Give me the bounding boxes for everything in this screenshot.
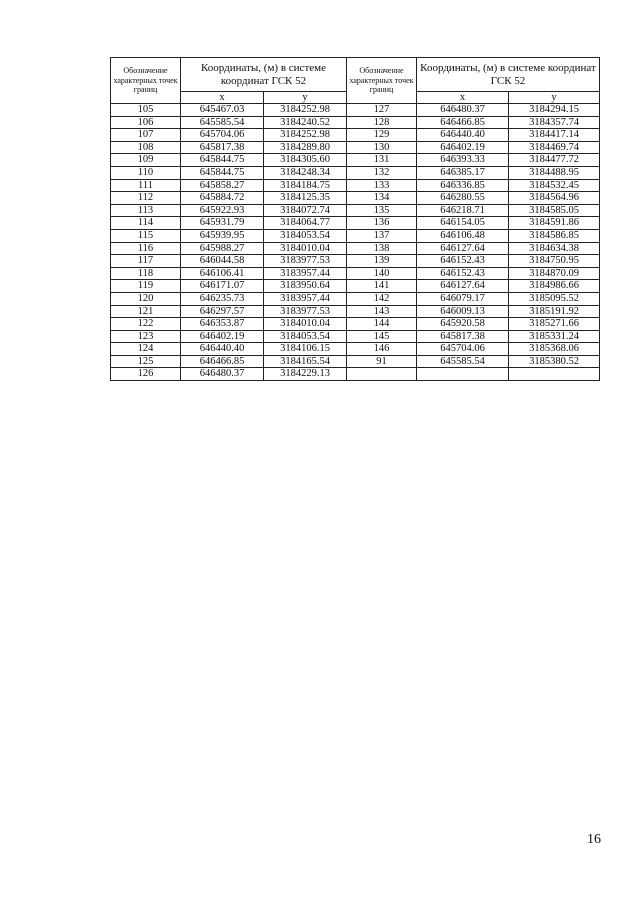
point-id: 108 xyxy=(111,141,181,154)
point-id: 107 xyxy=(111,129,181,142)
point-id: 139 xyxy=(347,255,417,268)
x-value: 646079.17 xyxy=(417,292,509,305)
x-value: 646440.40 xyxy=(417,129,509,142)
table-row xyxy=(111,204,600,217)
x-header-right: x xyxy=(417,92,509,104)
y-value: 3185368.06 xyxy=(509,343,600,356)
y-value: 3184564.96 xyxy=(509,192,600,205)
point-id: 113 xyxy=(111,204,181,217)
x-value: 646009.13 xyxy=(417,305,509,318)
y-value: 3184165.54 xyxy=(264,355,347,368)
x-value: 646402.19 xyxy=(181,330,264,343)
y-value: 3184053.54 xyxy=(264,330,347,343)
x-value: 646440.40 xyxy=(181,343,264,356)
table-row xyxy=(111,368,600,381)
y-value: 3184532.45 xyxy=(509,179,600,192)
table-row xyxy=(111,229,600,242)
coords-header-left: Координаты, (м) в системе координат ГСК 52 xyxy=(181,58,347,92)
point-id: 120 xyxy=(111,292,181,305)
y-value: 3184305.60 xyxy=(264,154,347,167)
x-value: 646480.37 xyxy=(417,104,509,117)
x-value: 646235.73 xyxy=(181,292,264,305)
y-value: 3184240.52 xyxy=(264,116,347,129)
point-id: 112 xyxy=(111,192,181,205)
x-value: 645585.54 xyxy=(181,116,264,129)
point-id: 136 xyxy=(347,217,417,230)
y-value: 3184252.98 xyxy=(264,129,347,142)
table-row xyxy=(111,154,600,167)
y-value xyxy=(509,368,600,381)
point-id: 137 xyxy=(347,229,417,242)
point-id: 134 xyxy=(347,192,417,205)
point-id: 119 xyxy=(111,280,181,293)
y-value: 3183957.44 xyxy=(264,292,347,305)
table-row xyxy=(111,255,600,268)
y-value: 3184294.15 xyxy=(509,104,600,117)
y-value: 3184870.09 xyxy=(509,267,600,280)
y-value: 3183977.53 xyxy=(264,305,347,318)
y-value: 3184248.34 xyxy=(264,166,347,179)
point-id: 130 xyxy=(347,141,417,154)
x-value: 646466.85 xyxy=(417,116,509,129)
y-value: 3184477.72 xyxy=(509,154,600,167)
table-row xyxy=(111,129,600,142)
table-row xyxy=(111,280,600,293)
y-value: 3184064.77 xyxy=(264,217,347,230)
point-id: 132 xyxy=(347,166,417,179)
point-id: 114 xyxy=(111,217,181,230)
y-value: 3184488.95 xyxy=(509,166,600,179)
y-value: 3185331.24 xyxy=(509,330,600,343)
y-header-right: y xyxy=(509,92,600,104)
x-value: 645704.06 xyxy=(181,129,264,142)
point-id: 118 xyxy=(111,267,181,280)
point-id: 141 xyxy=(347,280,417,293)
y-header-left: y xyxy=(264,92,347,104)
x-value: 645858.27 xyxy=(181,179,264,192)
x-value: 646353.87 xyxy=(181,318,264,331)
x-value: 645585.54 xyxy=(417,355,509,368)
y-value: 3184357.74 xyxy=(509,116,600,129)
point-id: 126 xyxy=(111,368,181,381)
point-label-header-left: Обозначение характерных точек границ xyxy=(111,58,181,104)
point-id: 143 xyxy=(347,305,417,318)
x-value: 646280.55 xyxy=(417,192,509,205)
x-value: 645988.27 xyxy=(181,242,264,255)
point-id: 127 xyxy=(347,104,417,117)
x-value: 646393.33 xyxy=(417,154,509,167)
x-header-left: x xyxy=(181,92,264,104)
y-value: 3184591.86 xyxy=(509,217,600,230)
y-value: 3185095.52 xyxy=(509,292,600,305)
x-value: 646127.64 xyxy=(417,280,509,293)
point-id: 140 xyxy=(347,267,417,280)
point-id: 129 xyxy=(347,129,417,142)
point-id: 106 xyxy=(111,116,181,129)
table-row xyxy=(111,305,600,318)
point-id: 146 xyxy=(347,343,417,356)
x-value: 646154.05 xyxy=(417,217,509,230)
point-id xyxy=(347,368,417,381)
x-value: 646297.57 xyxy=(181,305,264,318)
y-value: 3184252.98 xyxy=(264,104,347,117)
x-value: 645931.79 xyxy=(181,217,264,230)
y-value: 3184010.04 xyxy=(264,242,347,255)
point-id: 125 xyxy=(111,355,181,368)
x-value: 646218.71 xyxy=(417,204,509,217)
x-value: 646466.85 xyxy=(181,355,264,368)
point-id: 142 xyxy=(347,292,417,305)
point-id: 116 xyxy=(111,242,181,255)
table-row xyxy=(111,166,600,179)
point-id: 128 xyxy=(347,116,417,129)
x-value: 646106.41 xyxy=(181,267,264,280)
x-value: 646152.43 xyxy=(417,267,509,280)
x-value: 646127.64 xyxy=(417,242,509,255)
y-value: 3184585.05 xyxy=(509,204,600,217)
x-value xyxy=(417,368,509,381)
coordinates-table xyxy=(110,57,600,381)
point-id: 91 xyxy=(347,355,417,368)
y-value: 3184229.13 xyxy=(264,368,347,381)
point-label-header-right: Обозначение характерных точек границ xyxy=(347,58,417,104)
point-id: 138 xyxy=(347,242,417,255)
point-id: 135 xyxy=(347,204,417,217)
table-row xyxy=(111,267,600,280)
y-value: 3184184.75 xyxy=(264,179,347,192)
y-value: 3185380.52 xyxy=(509,355,600,368)
x-value: 645920.58 xyxy=(417,318,509,331)
x-value: 645817.38 xyxy=(181,141,264,154)
y-value: 3184010.04 xyxy=(264,318,347,331)
x-value: 645844.75 xyxy=(181,166,264,179)
y-value: 3184750.95 xyxy=(509,255,600,268)
y-value: 3184469.74 xyxy=(509,141,600,154)
page-number: 16 xyxy=(587,832,601,847)
table-row xyxy=(111,192,600,205)
x-value: 645884.72 xyxy=(181,192,264,205)
point-id: 131 xyxy=(347,154,417,167)
point-id: 111 xyxy=(111,179,181,192)
point-id: 144 xyxy=(347,318,417,331)
x-value: 646171.07 xyxy=(181,280,264,293)
y-value: 3184072.74 xyxy=(264,204,347,217)
y-value: 3184289.80 xyxy=(264,141,347,154)
y-value: 3184586.85 xyxy=(509,229,600,242)
point-id: 109 xyxy=(111,154,181,167)
x-value: 646385.17 xyxy=(417,166,509,179)
header-row xyxy=(111,58,600,92)
y-value: 3184986.66 xyxy=(509,280,600,293)
point-id: 133 xyxy=(347,179,417,192)
x-value: 646152.43 xyxy=(417,255,509,268)
coords-header-right: Координаты, (м) в системе координат ГСК 52 xyxy=(417,58,600,92)
point-id: 124 xyxy=(111,343,181,356)
table-row xyxy=(111,242,600,255)
x-value: 645922.93 xyxy=(181,204,264,217)
y-value: 3184125.35 xyxy=(264,192,347,205)
x-value: 646044.58 xyxy=(181,255,264,268)
point-id: 105 xyxy=(111,104,181,117)
point-id: 122 xyxy=(111,318,181,331)
table-row xyxy=(111,104,600,117)
table-row xyxy=(111,179,600,192)
x-value: 646480.37 xyxy=(181,368,264,381)
table-row xyxy=(111,141,600,154)
x-value: 645704.06 xyxy=(417,343,509,356)
y-value: 3183950.64 xyxy=(264,280,347,293)
point-id: 121 xyxy=(111,305,181,318)
y-value: 3184417.14 xyxy=(509,129,600,142)
y-value: 3184106.15 xyxy=(264,343,347,356)
x-value: 646402.19 xyxy=(417,141,509,154)
x-value: 645817.38 xyxy=(417,330,509,343)
point-id: 145 xyxy=(347,330,417,343)
table-row xyxy=(111,217,600,230)
y-value: 3185191.92 xyxy=(509,305,600,318)
x-value: 646106.48 xyxy=(417,229,509,242)
point-id: 110 xyxy=(111,166,181,179)
y-value: 3184634.38 xyxy=(509,242,600,255)
y-value: 3185271.66 xyxy=(509,318,600,331)
table-row xyxy=(111,343,600,356)
point-id: 115 xyxy=(111,229,181,242)
x-value: 645939.95 xyxy=(181,229,264,242)
point-id: 123 xyxy=(111,330,181,343)
table-row xyxy=(111,330,600,343)
table-row xyxy=(111,355,600,368)
x-value: 646336.85 xyxy=(417,179,509,192)
x-value: 645844.75 xyxy=(181,154,264,167)
x-value: 645467.03 xyxy=(181,104,264,117)
table-row xyxy=(111,116,600,129)
y-value: 3184053.54 xyxy=(264,229,347,242)
y-value: 3183957.44 xyxy=(264,267,347,280)
point-id: 117 xyxy=(111,255,181,268)
table-row xyxy=(111,318,600,331)
y-value: 3183977.53 xyxy=(264,255,347,268)
table-row xyxy=(111,292,600,305)
